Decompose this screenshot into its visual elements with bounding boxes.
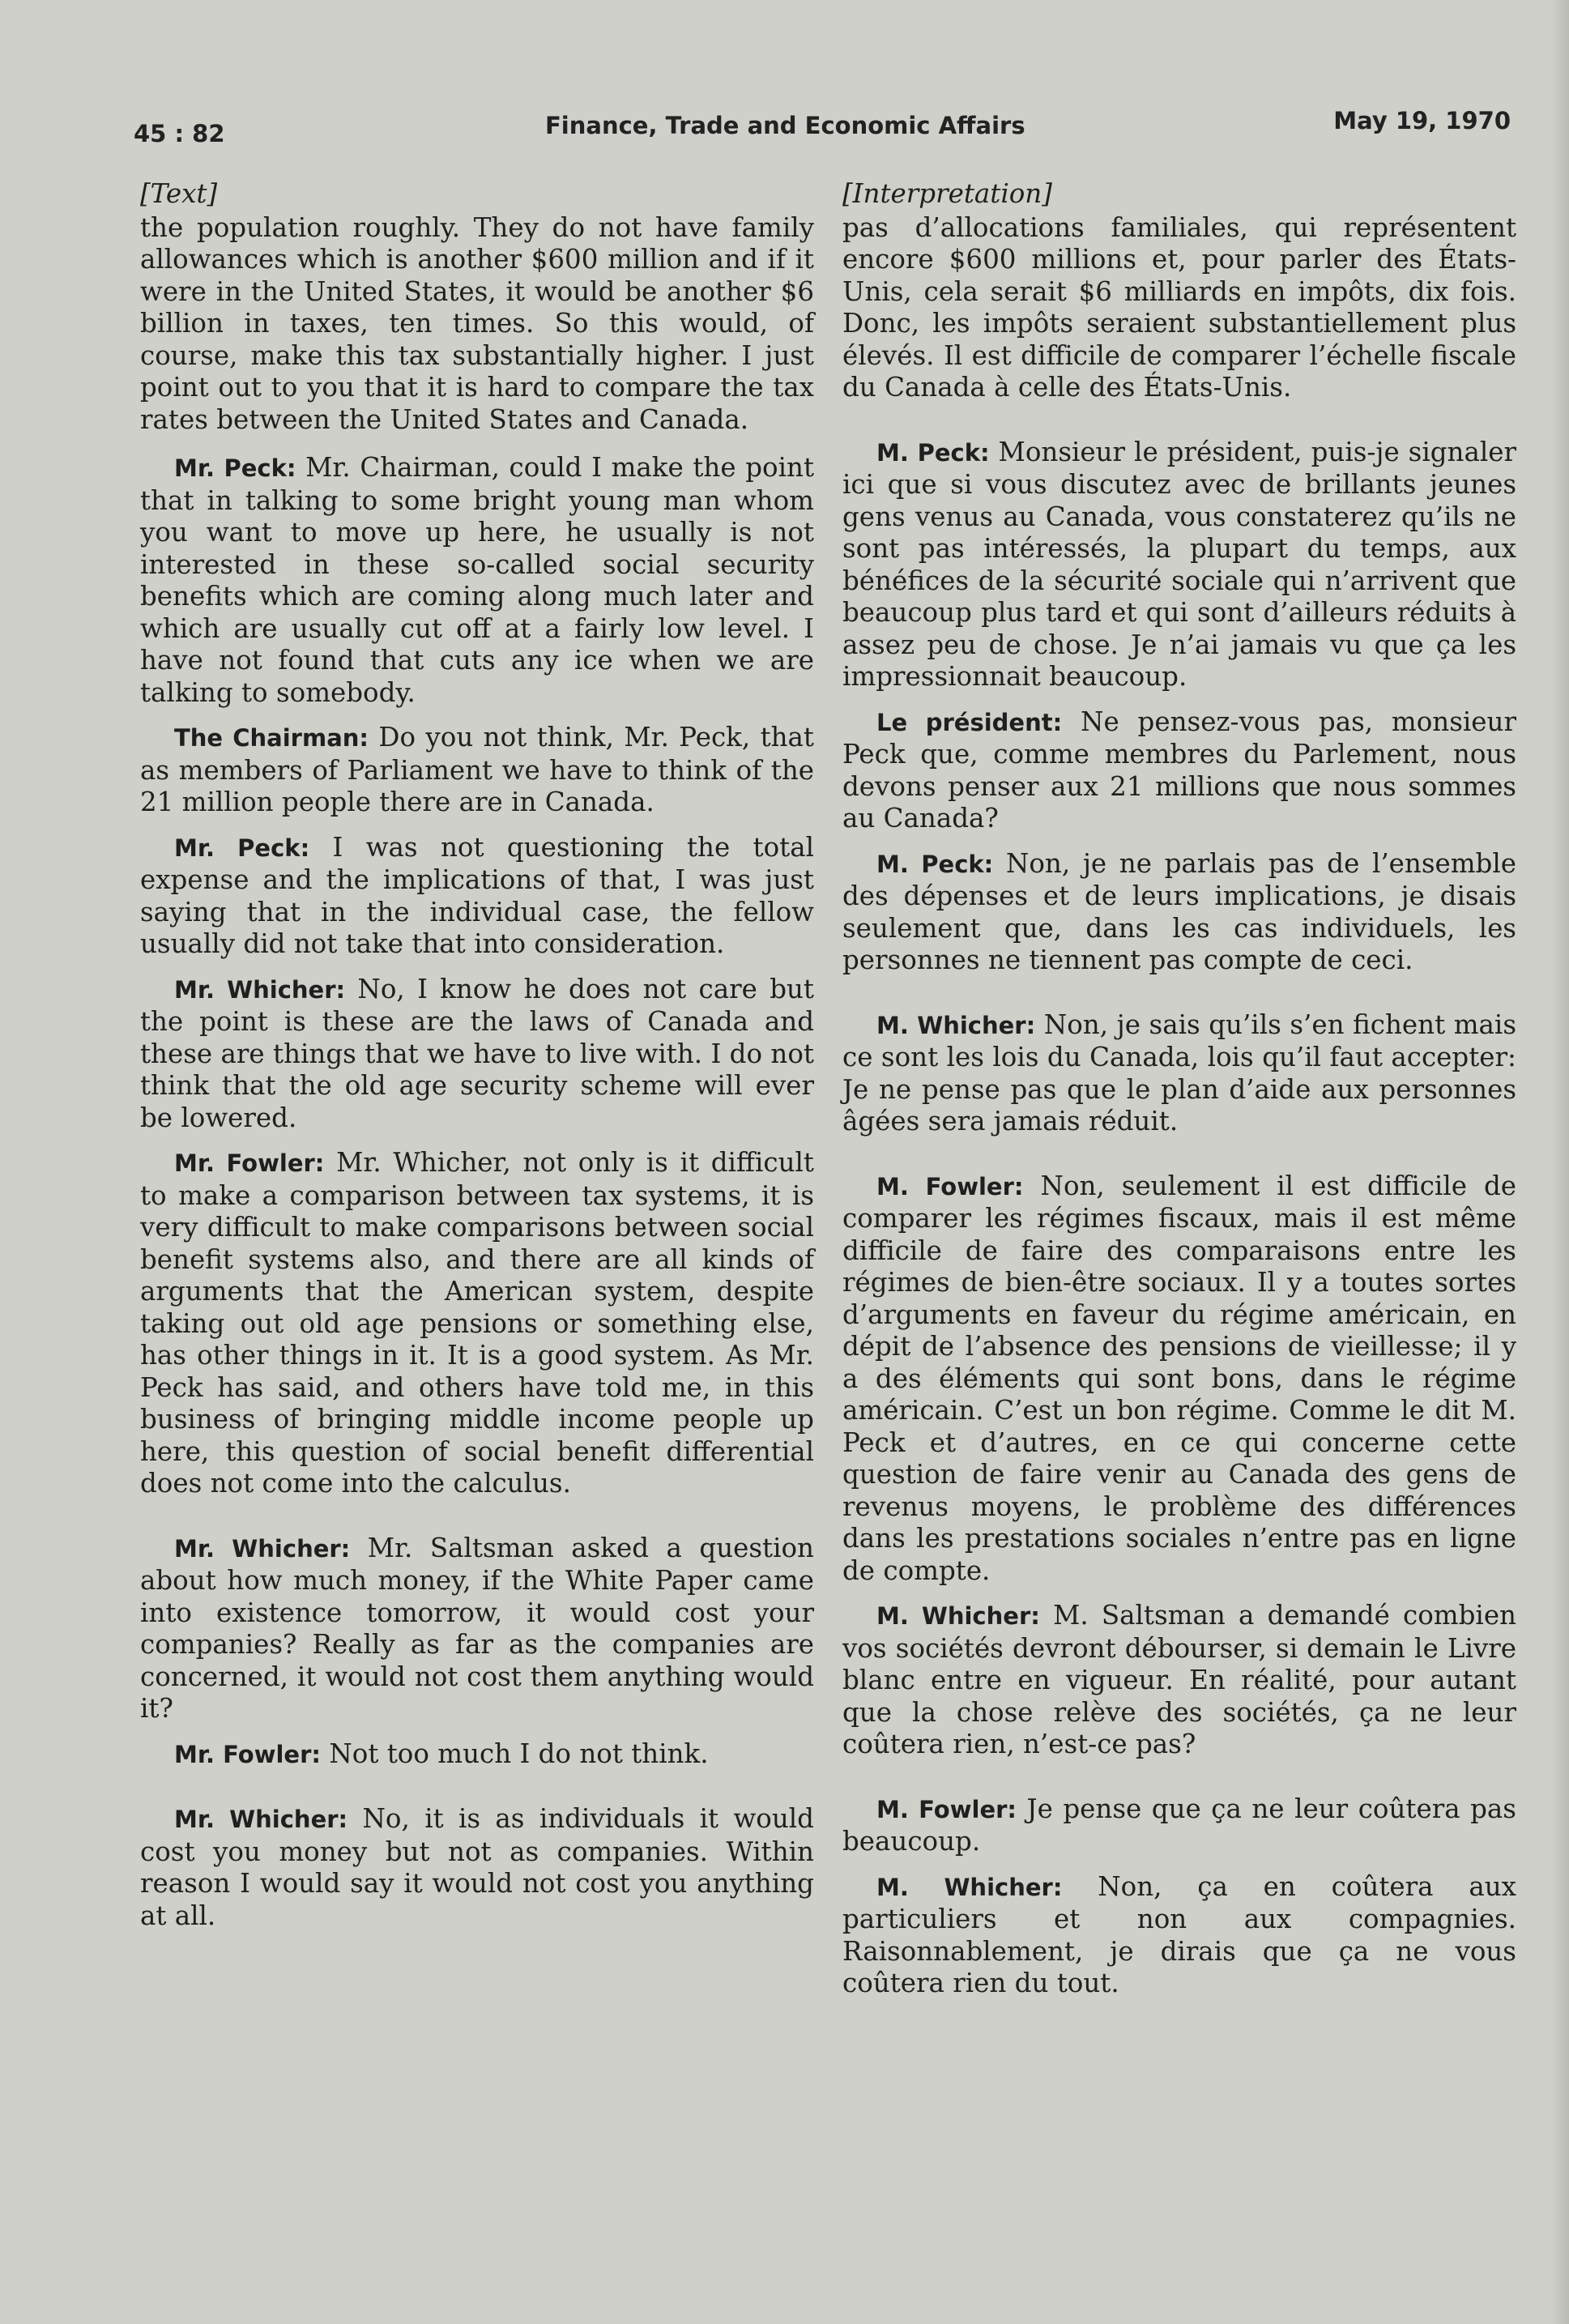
speech-text: Monsieur le président, puis-je signaler ici que si vous discutez avec de brillants jeunes gens venus au Canada, vous constaterez qu’ils ne sont pas intéressés, la plupart du temps, aux bénéfices de la sécurité sociale qui n’arrivent que beaucoup plus tard et qui sont d’ailleurs réduits à assez peu de chose. Je n’ai jamais vu que ça les impressionnait beaucoup.	[842, 436, 1516, 692]
page-date: May 19, 1970	[1333, 107, 1511, 134]
transcript-paragraph	[140, 1803, 814, 1932]
transcript-paragraph	[842, 1171, 1516, 1588]
speech-text: I was not questioning the total expense and the implications of that, I was just saying that in the individual case, the fellow usually did not take that into consideration.	[140, 831, 815, 959]
column-tag: [Interpretation]	[842, 178, 1052, 209]
transcript-paragraph	[842, 848, 1516, 977]
transcript-paragraph	[842, 706, 1516, 835]
intro-paragraph: the population roughly. They do not have family allowances which is another $600 million and if it were in the United States, it would be another $6 billion in taxes, ten times. So this would, of course, make this tax substantially higher. I just point out to you that it is hard to compare the tax rates between the United States and Canada.	[140, 211, 814, 435]
speech-text: Non, ça en coûtera aux particuliers et non aux compagnies. Raisonnablement, je dirais que ça ne vous coûtera rien du tout.	[842, 1870, 1516, 1998]
english-column	[140, 178, 814, 1945]
transcript-paragraph	[842, 1600, 1516, 1761]
speaker-name: M. Fowler:	[876, 1172, 1024, 1200]
transcript-paragraph	[842, 1871, 1516, 2000]
french-column	[842, 178, 1516, 2013]
speech-text: No, I know he does not care but the point is these are the laws of Canada and these are things that we have to live with. I do not think that the old age security scheme will ever be lowered.	[140, 973, 814, 1133]
transcript-paragraph	[140, 1147, 814, 1500]
speaker-name: Mr. Fowler:	[174, 1740, 321, 1768]
speaker-name: Mr. Whicher:	[174, 1534, 351, 1563]
speaker-name: M. Fowler:	[876, 1795, 1017, 1823]
transcript-paragraph	[842, 1009, 1516, 1138]
transcript-paragraph	[140, 1738, 814, 1772]
transcript-paragraph	[140, 452, 814, 709]
speaker-name: Mr. Whicher:	[174, 1806, 348, 1833]
speech-text: Je pense que ça ne leur coûtera pas beaucoup.	[842, 1793, 1516, 1857]
running-title: Finance, Trade and Economic Affairs	[545, 112, 1025, 139]
intro-paragraph: pas d’allocations familiales, qui représentent encore $600 millions et, pour parler des États-Unis, cela serait $6 milliards en impôts, dix fois. Donc, les impôts seraient substantiellement plus élevés. Il est difficile de comparer l’échelle fiscale du Canada à celle des États-Unis.	[842, 211, 1516, 403]
column-tag: [Text]	[140, 178, 218, 209]
page-edge-shadow	[1551, 0, 1569, 2324]
speech-text: Ne pensez-vous pas, monsieur Peck que, comme membres du Parlement, nous devons penser aux 21 millions que nous sommes au Canada?	[842, 706, 1517, 834]
transcript-paragraph	[842, 1793, 1516, 1858]
transcript-paragraph	[140, 1533, 814, 1725]
transcript-paragraph	[140, 974, 814, 1135]
transcript-paragraph	[842, 437, 1516, 693]
speaker-name: The Chairman:	[174, 724, 369, 752]
speech-text: Mr. Saltsman asked a question about how much money, if the White Paper came into existence tomorrow, it would cost your companies? Really as far as the companies are concerned, it would not cost them anything would it?	[140, 1532, 814, 1724]
speech-text: Mr. Whicher, not only is it difficult to make a comparison between tax systems, it is very difficult to make comparisons between social benefit systems also, and there are all kinds of arguments that the American system, despite taking out old age pensions or something else, has other things in it. It is a good system. As Mr. Peck has said, and others have told me, in this business of bringing middle income people up here, this question of social benefit differential does not come into the calculus.	[140, 1147, 814, 1499]
speech-text: Non, je ne parlais pas de l’ensemble des dépenses et de leurs implications, je disais seulement que, dans les cas individuels, les personnes ne tiennent pas compte de ceci.	[842, 847, 1516, 975]
speaker-name: Mr. Peck:	[174, 454, 296, 482]
transcript-paragraph	[140, 722, 814, 819]
speech-text: Not too much I do not think.	[321, 1738, 709, 1769]
speaker-name: Mr. Fowler:	[174, 1149, 325, 1177]
speaker-name: Le président:	[876, 708, 1063, 736]
speech-text: No, it is as individuals it would cost you money but not as companies. Within reason I would say it would not cost you anything at all.	[140, 1803, 814, 1931]
page-header	[134, 107, 1511, 152]
page-number: 45 : 82	[134, 120, 225, 147]
speaker-name: Mr. Whicher:	[174, 975, 346, 1004]
speaker-name: M. Peck:	[876, 438, 990, 467]
speaker-name: M. Whicher:	[876, 1873, 1063, 1901]
speaker-name: M. Whicher:	[876, 1602, 1040, 1630]
speech-text: M. Saltsman a demandé combien vos sociétés devront débourser, si demain le Livre blanc entre en vigueur. En réalité, pour autant que la chose relève des sociétés, ça ne leur coûtera rien, n’est-ce pas?	[842, 1600, 1516, 1759]
speaker-name: M. Peck:	[876, 850, 994, 878]
speaker-name: Mr. Peck:	[174, 834, 310, 862]
transcript-paragraph	[140, 832, 814, 961]
speech-text: Mr. Chairman, could I make the point that in talking to some bright young man whom you want to move up here, he usually is not interested in these so-called social security benefits which are coming along much later and which are usually cut off at a fairly low level. I have not found that cuts any ice when we are talking to somebody.	[140, 452, 815, 708]
speaker-name: M. Whicher:	[876, 1011, 1036, 1039]
speech-text: Do you not think, Mr. Peck, that as members of Parliament we have to think of the 21 million people there are in Canada.	[140, 722, 814, 817]
speech-text: Non, seulement il est difficile de comparer les régimes fiscaux, mais il est même difficile de faire des comparaisons entre les régimes de bien-être sociaux. Il y a toutes sortes d’arguments en faveur du régime américain, en dépit de l’absence des pensions de vieillesse; il y a des éléments qui sont bons, dans le régime américain. C’est un bon régime. Comme le dit M. Peck et d’autres, en ce qui concerne cette question de faire venir au Canada des gens de revenus moyens, le problème des différences dans les prestations sociales n’entre pas en ligne de compte.	[842, 1170, 1516, 1586]
speech-text: Non, je sais qu’ils s’en fichent mais ce sont les lois du Canada, lois qu’il faut accepter: Je ne pense pas que le plan d’aide aux personnes âgées sera jamais réduit.	[842, 1008, 1516, 1136]
